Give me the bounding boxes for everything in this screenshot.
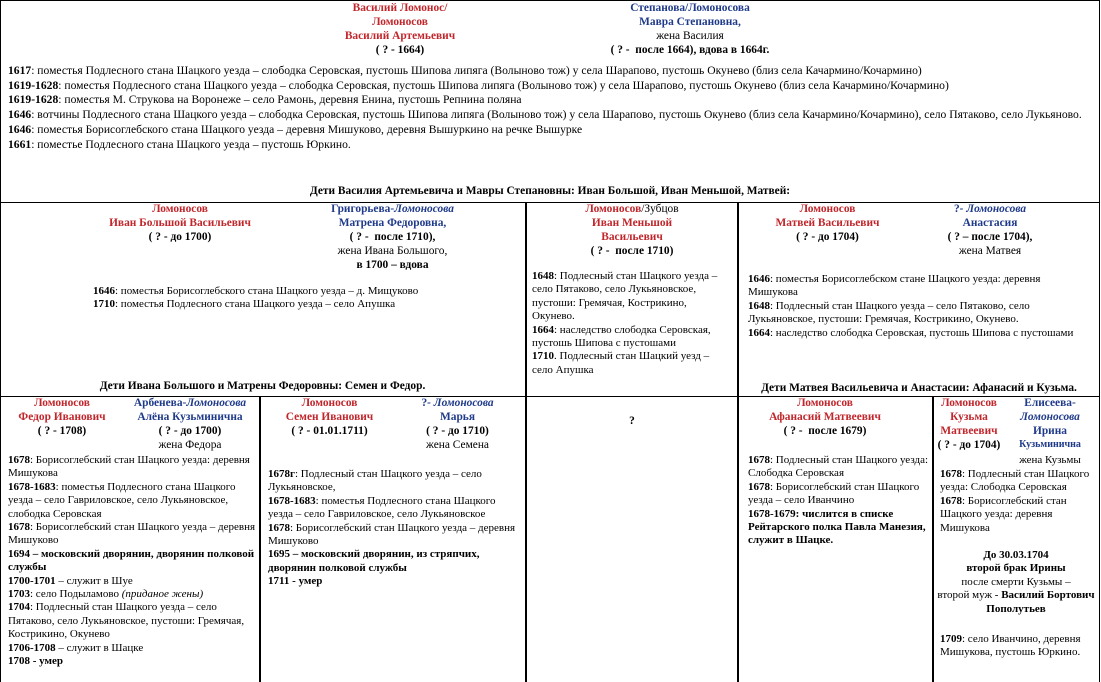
ivan-b-wife-heading xyxy=(300,203,485,273)
afanasiy-heading xyxy=(745,397,905,439)
kuzma-wife-name-a: Ирина xyxy=(1032,424,1068,437)
left-border xyxy=(0,0,1,682)
matvey-wife-name: Анастасия xyxy=(962,216,1018,229)
record-row: 1678: Борисоглебский стан Шацкого уезда – деревня Мишуково xyxy=(8,521,256,547)
record-row: 1678-1683: поместья Подлесного стана Шацкого уезда – село Гавриловское, село Лукьяновское xyxy=(268,494,496,521)
ivan-b-heading xyxy=(60,203,300,245)
col-divider-c xyxy=(259,396,261,682)
record-row: 1678: Борисоглебский стан Шацкого уезда: деревня Мишукова xyxy=(8,454,250,480)
ivan-m-records xyxy=(532,270,732,377)
record-row: 1646: поместья Борисоглебском стане Шацкого уезда: деревня Мишукова xyxy=(748,273,1041,299)
col-divider-a xyxy=(525,202,527,682)
record-row: 1710. Подлесный стан Шацкий уезд – село Апушка xyxy=(532,350,710,376)
right-border xyxy=(1099,0,1100,682)
ivan-b-wife-note: в 1700 – вдова xyxy=(356,258,429,271)
record-row: 1678-1679: числится в списке Рейтарского полка Павла Манезия, служит в Шацке. xyxy=(748,507,926,547)
record-row: 1617: поместья Подлесного стана Шацкого уезда – слободка Серовская, пустошь Шипова липяга (Волыново тож) у села Шарапово, пустошь Окунево (близ села Качармино/Кочармино) xyxy=(8,64,922,77)
ivan-b-records xyxy=(93,285,513,312)
fedor-wife-dates: ( ? - до 1700) xyxy=(158,424,222,437)
fedor-records xyxy=(8,454,256,669)
matvey-wife-role: жена Матвея xyxy=(958,244,1022,257)
mother-name-line-1: Степанова/Ломоносова xyxy=(630,2,750,14)
afanasiy-surname: Ломоносов xyxy=(797,397,853,409)
ivan-b-wife-dates: ( ? - после 1710), xyxy=(349,230,436,243)
kuzma-marriage-after: после смерти Кузьмы – xyxy=(961,575,1071,588)
record-row: 1711 - умер xyxy=(268,575,323,588)
kuzma-surname: Ломоносов xyxy=(941,397,997,409)
mother-name-line-2: Мавра Степановна, xyxy=(639,15,741,28)
ivan-m-name-line-2: Васильевич xyxy=(601,230,663,243)
semen-wife-dates: ( ? - до 1710) xyxy=(426,424,489,437)
col-divider-b xyxy=(737,202,739,682)
semen-name: Семен Иванович xyxy=(285,410,374,423)
record-row: 1678: Борисоглебский стан Шацкого уезда – село Иванчино xyxy=(748,480,920,507)
fedor-wife-surname-b: Ломоносова xyxy=(186,397,247,409)
record-row: 1664: наследство слободка Серовская, пустошь Шипова с пустошами xyxy=(748,326,1074,339)
mother-role: жена Василия xyxy=(656,29,724,42)
record-row: 1619-1628: поместья М. Струкова на Воронеже – село Рамонь, деревня Енина, пустошь Репнина поляна xyxy=(8,93,522,107)
ivan-b-wife-surname-a: Григорьева- xyxy=(331,203,395,215)
top-border xyxy=(0,0,1100,1)
mother-dates: ( ? - после 1664), вдова в 1664г. xyxy=(610,43,770,56)
kuzma-records xyxy=(940,468,1096,535)
matvey-wife-surname-b: - Ломоносова xyxy=(959,203,1027,215)
mother-heading xyxy=(560,2,820,58)
fedor-wife-name: Алёна Кузьминична xyxy=(137,410,243,423)
kuzma-heading xyxy=(934,397,1004,453)
kuzma-wife-surname-a: Елисеева- xyxy=(1024,397,1076,409)
ivan-b-wife-surname-b: Ломоносова xyxy=(394,203,454,215)
record-row: 1706-1708 – служит в Шацке xyxy=(8,641,144,654)
record-row: 1619-1628: поместья Подлесного стана Шацкого уезда – слободка Серовская, пустошь Шипова липяга (Волыново тож) у села Шарапово, пустошь Окунево (близ села Качармино/Кочармино) xyxy=(8,78,949,92)
record-row: 1703: село Подыламово (приданое жены) xyxy=(8,588,204,601)
matvey-wife-dates: ( ? – после 1704), xyxy=(947,230,1033,243)
semen-dates: ( ? - 01.01.1711) xyxy=(291,424,368,437)
kuzma-wife-heading xyxy=(1003,397,1097,451)
afanasiy-dates: ( ? - после 1679) xyxy=(783,424,867,437)
kuzma-name-line-1: Кузьма xyxy=(950,410,988,423)
ivan-b-surname: Ломоносов xyxy=(152,203,208,215)
fedor-wife-role: жена Федора xyxy=(158,438,222,451)
fedor-wife-surname-a: Арбенева- xyxy=(133,397,187,409)
fedor-surname: Ломоносов xyxy=(34,397,90,409)
record-row: 1704: Подлесный стан Шацкого уезда – село Пятаково, село Лукьяновское, пустоши: Гремячая, Кострикино, Окунево xyxy=(8,601,245,641)
semen-wife-name: Марья xyxy=(440,410,475,423)
father-heading xyxy=(300,2,500,58)
fedor-name: Федор Иванович xyxy=(18,410,106,423)
kuzma-last-record: 1709: село Иванчино, деревня Мишукова, пустошь Юркино. xyxy=(940,633,1081,659)
father-name-line-3: Василий Артемьевич xyxy=(344,29,456,42)
matvey-surname: Ломоносов xyxy=(799,203,856,215)
matvey-name: Матвей Васильевич xyxy=(775,216,880,229)
semen-records xyxy=(268,468,521,589)
afanasiy-records xyxy=(748,454,928,548)
record-row: 1708 - умер xyxy=(8,655,64,668)
matvey-records xyxy=(748,273,1083,340)
record-row: 1646: поместья Борисоглебского стана Шацкого уезда – д. Мищуково xyxy=(93,285,419,297)
children-heading-top: Дети Василия Артемьевича и Мавры Степановны: Иван Большой, Иван Меньшой, Матвей: xyxy=(309,185,791,197)
kuzma-marriage-second: второй муж - xyxy=(937,589,999,602)
record-row: 1646: вотчины Подлесного стана Шацкого уезда – слободка Серовская, пустошь Шипова липяга (Волыново тож) у села Шарапово, пустошь Окунево (близ села Качармино/Кочармино), село Пятаково, село Лукьяново. xyxy=(8,108,1082,122)
father-dates: ( ? - 1664) xyxy=(375,43,425,56)
record-row: 1646: поместья Борисоглебского стана Шацкого уезда – деревня Мишуково, деревня Вышуркино на речке Вышурке xyxy=(8,122,583,136)
ivan-b-wife-role: жена Ивана Большого, xyxy=(337,244,448,257)
kuzma-marriage xyxy=(934,549,1098,616)
ivan-b-wife-name: Матрена Федоровна, xyxy=(338,216,447,229)
matvey-wife-surname-a: ? xyxy=(953,203,960,215)
semen-wife-role: жена Семена xyxy=(426,438,489,451)
semen-surname: Ломоносов xyxy=(301,397,358,409)
ivan-m-heading xyxy=(527,203,737,259)
record-row: 1678: Борисоглебский стан Шацкого уезда: деревня Мишукова xyxy=(940,494,1067,534)
afanasiy-name: Афанасий Матвеевич xyxy=(769,410,881,423)
kuzma-wife-name-b: Кузьминична xyxy=(1019,438,1081,450)
matvey-wife-heading xyxy=(915,203,1065,259)
kuzma-name-line-2: Матвеевич xyxy=(940,424,998,437)
father-records xyxy=(8,64,1093,152)
record-row: 1648: Подлесный стан Шацкого уезда – село Пятаково, село Лукьяновское, пустоши: Гремячая, Кострикино, Окунево. xyxy=(532,270,718,323)
ivan-m-surname-a: Ломоносов xyxy=(585,203,642,215)
kuzma-wife-surname-b: Ломоносова xyxy=(1020,410,1080,423)
record-row: 1678-1683: поместья Подлесного стана Шацкого уезда – село Гавриловское, село Лукьяновское, слободка Серовская xyxy=(8,480,236,520)
record-row: 1694 – московский дворянин, дворянин полковой службы xyxy=(8,547,255,574)
fedor-wife-heading xyxy=(122,397,258,453)
matvey-heading xyxy=(745,203,910,245)
kuzma-wife-role: жена Кузьмы xyxy=(1019,454,1081,466)
ivan-b-name: Иван Большой Васильевич xyxy=(109,216,251,229)
kuzma-marriage-line-2: второй брак Ирины xyxy=(966,562,1066,575)
record-row: 1678: Подлесный стан Шацкого уезда: Слободка Серовская xyxy=(940,468,1090,494)
father-name-line-2: Ломоносов xyxy=(372,15,428,28)
record-row: 1678: Борисоглебский стан Шацкого уезда – деревня Мишуково xyxy=(268,521,516,548)
record-row: 1678г: Подлесный стан Шацкого уезда – село Лукьяновское, xyxy=(268,468,482,494)
matvey-children-heading: Дети Матвея Васильевича и Анастасии: Афанасий и Кузьма. xyxy=(761,382,1077,394)
record-row: 1648: Подлесный стан Шацкого уезда – село Пятаково, село Лукьяновское, пустоши: Гремячая, Кострикино, Окунево. xyxy=(748,299,1030,326)
unknown-mark: ? xyxy=(629,415,635,427)
semen-wife-heading xyxy=(395,397,520,453)
record-row: 1710: поместья Подлесного стана Шацкого уезда – село Апушка xyxy=(93,298,396,311)
record-row: 1664: наследство слободка Серовская, пустошь Шипова с пустошами xyxy=(532,323,711,350)
fedor-dates: ( ? - 1708) xyxy=(37,424,87,437)
semen-heading xyxy=(262,397,397,439)
ivan-b-children-heading: Дети Ивана Большого и Матрены Федоровны: Семен и Федор. xyxy=(99,380,426,392)
record-row: 1678: Подлесный стан Шацкого уезда: Слободка Серовская xyxy=(748,454,929,480)
father-name-line-1: Василий Ломонос/ xyxy=(352,2,448,14)
record-row: 1695 – московский дворянин, из стряпчих, дворянин полковой службы xyxy=(268,548,480,574)
fedor-heading xyxy=(2,397,122,439)
record-row: 1661: поместье Подлесного стана Шацкого уезда – пустошь Юркино. xyxy=(8,137,351,151)
kuzma-dates: ( ? - до 1704) xyxy=(937,438,1001,451)
ivan-b-dates: ( ? - до 1700) xyxy=(148,230,212,243)
ivan-m-dates: ( ? - после 1710) xyxy=(590,244,674,257)
ivan-m-surname-b: /Зубцов xyxy=(641,203,679,215)
kuzma-marriage-line-1: До 30.03.1704 xyxy=(983,549,1049,561)
ivan-m-name-line-1: Иван Меньшой xyxy=(591,216,673,229)
semen-wife-surname-b: - Ломоносова xyxy=(427,397,494,409)
record-row: 1700-1701 – служит в Шуе xyxy=(8,574,133,587)
semen-wife-surname-a: ? xyxy=(421,397,428,409)
kuzma-marriage-name: Василий Бортович Пополутьев xyxy=(986,589,1098,615)
matvey-dates: ( ? - до 1704) xyxy=(796,230,859,243)
